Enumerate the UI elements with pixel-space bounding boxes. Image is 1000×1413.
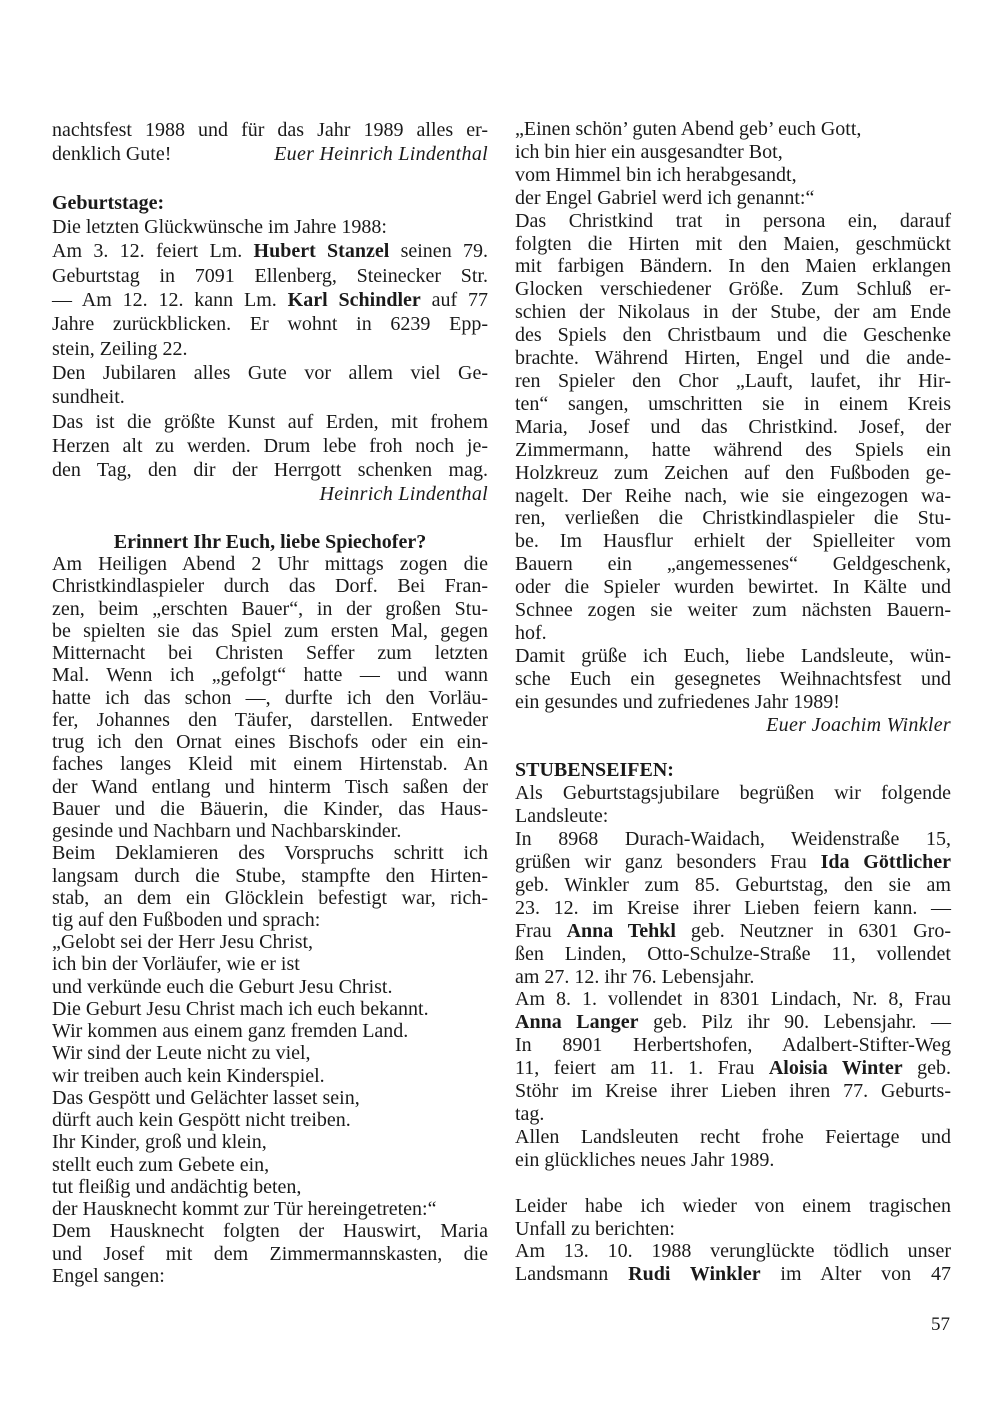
text-segment: trug ich den Ornat eines Bischofs oder ein ein- bbox=[52, 731, 488, 754]
text-line bbox=[52, 215, 488, 239]
text-line bbox=[515, 599, 951, 622]
text-line bbox=[52, 167, 488, 191]
text-line bbox=[52, 1065, 488, 1087]
text-segment: geb. Pilz ihr 90. Lebensjahr. — bbox=[638, 1011, 952, 1034]
text-line bbox=[52, 976, 488, 998]
text-segment: vom Himmel bin ich herabgesandt, bbox=[515, 163, 797, 186]
bold-text: Anna Langer bbox=[515, 1011, 639, 1034]
text-segment: wir treiben auch kein Kinderspiel. bbox=[52, 1064, 325, 1087]
text-line bbox=[52, 998, 488, 1020]
text-segment: Am 13. 10. 1988 verunglückte tödlich unser bbox=[515, 1240, 951, 1263]
text-segment: ich bin der Vorläufer, wie er ist bbox=[52, 953, 300, 976]
text-line bbox=[52, 776, 488, 798]
text-segment: Allen Landsleuten recht frohe Feiertage und bbox=[515, 1125, 951, 1148]
text-line bbox=[515, 1034, 951, 1057]
page-number: 57 bbox=[931, 1314, 950, 1335]
bold-text: STUBENSEIFEN: bbox=[515, 759, 674, 782]
text-line bbox=[515, 1218, 951, 1241]
text-segment: Beim Deklamieren des Vorspruchs schritt ich bbox=[52, 842, 488, 865]
text-segment: ren, verließen die Christkindlaspieler die Stu- bbox=[515, 507, 951, 530]
text-segment: Das ist die größte Kunst auf Erden, mit frohem bbox=[52, 410, 488, 433]
text-line bbox=[52, 434, 488, 458]
text-segment: Den Jubilaren alles Gute vor allem viel Ge- bbox=[52, 361, 488, 384]
text-segment: Christkindlaspieler durch das Dorf. Bei Fran- bbox=[52, 575, 488, 598]
text-line bbox=[52, 1220, 488, 1242]
text-line bbox=[515, 920, 951, 943]
text-line bbox=[515, 714, 951, 737]
text-line bbox=[515, 645, 951, 668]
text-line bbox=[52, 361, 488, 385]
text-segment: Landsleute: bbox=[515, 805, 609, 828]
text-segment: zen, beim „erschten Bauer“, in der großen Stu- bbox=[52, 597, 488, 620]
text-line bbox=[52, 687, 488, 709]
text-line bbox=[515, 1103, 951, 1126]
text-line bbox=[515, 851, 951, 874]
text-line bbox=[515, 943, 951, 966]
text-segment: Engel sangen: bbox=[52, 1264, 165, 1287]
text-line bbox=[52, 553, 488, 575]
text-segment: dürft auch kein Gespött nicht treiben. bbox=[52, 1109, 351, 1132]
text-segment: mit farbigen Bändern. In den Maien erklangen bbox=[515, 255, 951, 278]
text-segment: — Am 12. 12. kann Lm. bbox=[52, 289, 288, 312]
text-line bbox=[515, 805, 951, 828]
text-line bbox=[515, 370, 951, 393]
text-segment: folgten die Hirten mit den Maien, geschmückt bbox=[515, 232, 951, 255]
text-line bbox=[515, 1126, 951, 1149]
text-line bbox=[515, 301, 951, 324]
text-segment: Am 3. 12. feiert Lm. bbox=[52, 240, 254, 263]
text-segment: geb. bbox=[902, 1057, 951, 1080]
text-segment: und Josef mit dem Zimmermannskasten, die bbox=[52, 1242, 488, 1265]
text-segment: Am Heiligen Abend 2 Uhr mittags zogen die bbox=[52, 553, 488, 576]
text-line bbox=[52, 598, 488, 620]
bold-text: Aloisia Winter bbox=[768, 1057, 903, 1080]
text-line bbox=[515, 736, 951, 759]
bold-text: Erinnert Ihr Euch, liebe Spiechofer? bbox=[113, 531, 427, 553]
text-line bbox=[52, 385, 488, 409]
text-line bbox=[52, 410, 488, 434]
text-line bbox=[52, 1243, 488, 1265]
text-line bbox=[515, 210, 951, 233]
bold-text: Anna Tehkl bbox=[566, 919, 676, 942]
text-segment: den Tag, den dir der Herrgott schenken mag. bbox=[52, 459, 488, 482]
text-segment: schien der Nikolaus in der Stube, der am Ende bbox=[515, 301, 951, 324]
text-line bbox=[515, 668, 951, 691]
text-segment: oder die Spieler wurden bewirtet. In Kälte und bbox=[515, 576, 951, 599]
text-line bbox=[515, 1011, 951, 1034]
text-segment: sundheit. bbox=[52, 386, 125, 409]
text-segment: seinen 79. bbox=[389, 240, 488, 263]
text-line bbox=[52, 887, 488, 909]
text-segment: Dem Hausknecht folgten der Hauswirt, Maria bbox=[52, 1220, 488, 1243]
signature: Heinrich Lindenthal bbox=[319, 483, 488, 506]
text-segment: Unfall zu berichten: bbox=[515, 1217, 675, 1240]
text-line bbox=[52, 909, 488, 931]
text-segment: ein glückliches neues Jahr 1989. bbox=[515, 1148, 775, 1171]
text-line bbox=[52, 664, 488, 686]
text-segment: brachte. Während Hirten, Engel und die ande- bbox=[515, 347, 951, 370]
text-segment: Wir sind der Leute nicht zu viel, bbox=[52, 1042, 311, 1065]
text-line bbox=[515, 828, 951, 851]
text-line bbox=[52, 642, 488, 664]
text-line bbox=[515, 966, 951, 989]
text-segment: und verkünde euch die Geburt Jesu Christ. bbox=[52, 975, 393, 998]
text-line bbox=[52, 1154, 488, 1176]
text-line bbox=[515, 1240, 951, 1263]
text-segment: geb. Neutzner in 6301 Gro- bbox=[675, 919, 951, 942]
text-segment: im Alter von 47 bbox=[760, 1263, 952, 1286]
text-segment: geb. Winkler zum 85. Geburtstag, den sie am bbox=[515, 873, 951, 896]
text-segment: ein gesundes und zufriedenes Jahr 1989! bbox=[515, 690, 840, 713]
text-line bbox=[515, 897, 951, 920]
text-line bbox=[515, 118, 951, 141]
bold-text: Ida Göttlicher bbox=[820, 851, 952, 873]
text-segment: stab, an dem ein Glöcklein befestigt war, rich- bbox=[52, 886, 488, 909]
text-segment: 23. 12. im Kreise ihrer Lieben feiern kann. — bbox=[515, 896, 951, 919]
text-line bbox=[515, 347, 951, 370]
text-line bbox=[52, 1109, 488, 1131]
text-segment: gesinde und Nachbarn und Nachbarskinder. bbox=[52, 820, 402, 843]
bold-text: Geburtstage: bbox=[52, 191, 165, 214]
text-line bbox=[52, 620, 488, 642]
text-segment: Holzkreuz zum Zeichen auf den Fußboden ge- bbox=[515, 461, 951, 484]
text-line bbox=[515, 622, 951, 645]
text-segment: „Einen schön’ guten Abend geb’ euch Gott, bbox=[515, 118, 862, 140]
text-line bbox=[52, 288, 488, 312]
text-segment: Schnee zogen sie weiter zum nächsten Bauern- bbox=[515, 599, 951, 622]
text-segment: Maria, Josef und das Christkind. Josef, der bbox=[515, 415, 951, 438]
text-segment: auf 77 bbox=[420, 289, 489, 312]
bold-text: Karl Schindler bbox=[287, 289, 421, 312]
text-line bbox=[52, 1087, 488, 1109]
text-segment: fer, Johannes den Täufer, darstellen. Entweder bbox=[52, 708, 488, 731]
text-segment: Das Gespött und Gelächter lasset sein, bbox=[52, 1086, 360, 1109]
text-line bbox=[52, 142, 488, 166]
text-line bbox=[515, 485, 951, 508]
text-line bbox=[515, 1263, 951, 1286]
text-segment: denklich Gute! bbox=[52, 143, 172, 166]
text-segment: Frau bbox=[515, 919, 567, 942]
text-segment: am 27. 12. ihr 76. Lebensjahr. bbox=[515, 965, 755, 988]
text-segment: Herzen alt zu werden. Drum lebe froh noch je- bbox=[52, 434, 488, 457]
text-segment: In 8968 Durach-Waidach, Weidenstraße 15, bbox=[515, 828, 951, 851]
bold-text: Rudi Winkler bbox=[628, 1263, 761, 1286]
text-segment: Mal. Wenn ich „gefolgt“ hatte — und wann bbox=[52, 664, 488, 687]
text-line bbox=[515, 553, 951, 576]
right-column bbox=[515, 118, 951, 1286]
text-segment: 11, feiert am 11. 1. Frau bbox=[515, 1057, 769, 1080]
text-line bbox=[515, 439, 951, 462]
bold-text: Hubert Stanzel bbox=[253, 240, 390, 263]
text-segment: nachtsfest 1988 und für das Jahr 1989 alles er- bbox=[52, 119, 488, 141]
text-line bbox=[515, 782, 951, 805]
text-segment: Stöhr im Kreise ihrer Lieben ihren 77. Geburts- bbox=[515, 1080, 951, 1103]
text-line bbox=[52, 820, 488, 842]
text-segment: des Spiels den Christbaum und die Geschenke bbox=[515, 324, 951, 347]
text-line bbox=[52, 865, 488, 887]
text-segment: Mitternacht bei Christen Seffer zum letzten bbox=[52, 642, 488, 665]
text-segment: Das Christkind trat in persona ein, darauf bbox=[515, 209, 951, 232]
text-line bbox=[52, 842, 488, 864]
text-segment: stein, Zeiling 22. bbox=[52, 337, 188, 360]
text-line bbox=[52, 798, 488, 820]
text-line bbox=[52, 482, 488, 506]
text-line bbox=[515, 324, 951, 347]
text-segment: Am 8. 1. vollendet in 8301 Lindach, Nr. 8, Frau bbox=[515, 988, 951, 1011]
text-segment: In 8901 Herbertshofen, Adalbert-Stifter-Weg bbox=[515, 1034, 951, 1057]
left-column-top bbox=[52, 118, 488, 507]
text-segment: stellt euch zum Gebete ein, bbox=[52, 1153, 270, 1176]
text-segment: Die letzten Glückwünsche im Jahre 1988: bbox=[52, 216, 387, 239]
text-line bbox=[515, 576, 951, 599]
text-line bbox=[52, 753, 488, 775]
text-segment: hatte ich das schon —, durfte ich den Vorläu- bbox=[52, 686, 488, 709]
text-segment: der Engel Gabriel werd ich genannt:“ bbox=[515, 186, 815, 209]
text-segment: Jahre zurückblicken. Er wohnt in 6239 Epp- bbox=[52, 313, 488, 336]
text-segment: Landsmann bbox=[515, 1263, 629, 1286]
text-line bbox=[52, 1265, 488, 1287]
text-line bbox=[515, 1080, 951, 1103]
signature: Euer Joachim Winkler bbox=[766, 713, 951, 736]
text-line bbox=[52, 1176, 488, 1198]
text-line bbox=[52, 264, 488, 288]
text-segment: tag. bbox=[515, 1102, 545, 1125]
text-segment: grüßen wir ganz besonders Frau bbox=[515, 851, 821, 873]
text-line bbox=[52, 709, 488, 731]
text-line bbox=[52, 191, 488, 215]
signature: Euer Heinrich Lindenthal bbox=[274, 143, 488, 166]
text-line bbox=[515, 187, 951, 210]
text-segment: ßen Linden, Otto-Schulze-Straße 11, vollendet bbox=[515, 942, 951, 965]
text-line bbox=[515, 874, 951, 897]
text-segment: ich bin hier ein ausgesandter Bot, bbox=[515, 140, 783, 163]
text-segment: „Gelobt sei der Herr Jesu Christ, bbox=[52, 931, 314, 954]
text-line bbox=[515, 1057, 951, 1080]
text-segment: Leider habe ich wieder von einem tragischen bbox=[515, 1194, 951, 1217]
text-line bbox=[52, 1131, 488, 1153]
text-line bbox=[52, 337, 488, 361]
text-line bbox=[515, 416, 951, 439]
text-segment: Zimmermann, hatte während des Spiels ein bbox=[515, 438, 951, 461]
text-segment: tig auf den Fußboden und sprach: bbox=[52, 908, 321, 931]
text-line bbox=[52, 953, 488, 975]
text-line bbox=[52, 118, 488, 142]
text-line bbox=[52, 575, 488, 597]
text-segment: Ihr Kinder, groß und klein, bbox=[52, 1131, 267, 1154]
text-segment: der Hausknecht kommt zur Tür hereingetreten:“ bbox=[52, 1198, 437, 1221]
text-segment: tut fleißig und andächtig beten, bbox=[52, 1175, 302, 1198]
text-segment: der Wand entlang und hinterm Tisch saßen der bbox=[52, 775, 488, 798]
text-segment: be. Im Hausflur erhielt der Spielleiter vom bbox=[515, 530, 951, 553]
text-segment: langsam durch die Stube, stampfte den Hirten- bbox=[52, 864, 488, 887]
text-segment: Als Geburtstagsjubilare begrüßen wir folgende bbox=[515, 782, 951, 805]
text-segment: ren Spieler den Chor „Lauft, laufet, ihr Hir- bbox=[515, 369, 951, 392]
text-line bbox=[52, 239, 488, 263]
text-line bbox=[52, 1020, 488, 1042]
text-line bbox=[515, 278, 951, 301]
text-segment: nagelt. Der Reihe nach, wie sie eingezogen wa- bbox=[515, 484, 951, 507]
text-line bbox=[515, 393, 951, 416]
text-line bbox=[52, 312, 488, 336]
text-segment: Bauern ein „angemessenes“ Geldgeschenk, bbox=[515, 553, 951, 576]
text-line bbox=[515, 141, 951, 164]
text-segment: Die Geburt Jesu Christ mach ich euch bekannt. bbox=[52, 997, 429, 1020]
text-segment: Damit grüße ich Euch, liebe Landsleute, wün- bbox=[515, 644, 951, 667]
text-segment: Wir kommen aus einem ganz fremden Land. bbox=[52, 1020, 409, 1043]
text-line bbox=[515, 1149, 951, 1172]
text-line bbox=[52, 458, 488, 482]
text-line bbox=[515, 255, 951, 278]
text-line bbox=[515, 988, 951, 1011]
text-line bbox=[515, 530, 951, 553]
text-line bbox=[52, 1198, 488, 1220]
text-segment: ten“ sangen, umschritten sie in einem Kreis bbox=[515, 392, 951, 415]
text-segment: Geburtstag in 7091 Ellenberg, Steinecker Str. bbox=[52, 264, 488, 287]
text-line bbox=[515, 507, 951, 530]
text-line bbox=[52, 731, 488, 753]
text-segment: Glocken verschiedener Größe. Zum Schluß er- bbox=[515, 278, 951, 301]
text-segment: hof. bbox=[515, 621, 547, 644]
text-line bbox=[515, 233, 951, 256]
text-segment: faches langes Kleid mit einem Hirtenstab. An bbox=[52, 753, 488, 776]
text-line bbox=[515, 691, 951, 714]
text-line bbox=[52, 931, 488, 953]
left-column-article bbox=[52, 531, 488, 1287]
text-line bbox=[515, 759, 951, 782]
text-segment: sche Euch ein gesegnetes Weihnachtsfest und bbox=[515, 667, 951, 690]
text-line bbox=[52, 531, 488, 553]
text-segment: be spielten sie das Spiel zum ersten Mal, gegen bbox=[52, 619, 488, 642]
text-line bbox=[515, 1172, 951, 1195]
text-line bbox=[515, 164, 951, 187]
text-line bbox=[52, 1042, 488, 1064]
text-line bbox=[515, 462, 951, 485]
text-line bbox=[515, 1195, 951, 1218]
text-segment: Bauer und die Bäuerin, die Kinder, das Haus- bbox=[52, 797, 488, 820]
